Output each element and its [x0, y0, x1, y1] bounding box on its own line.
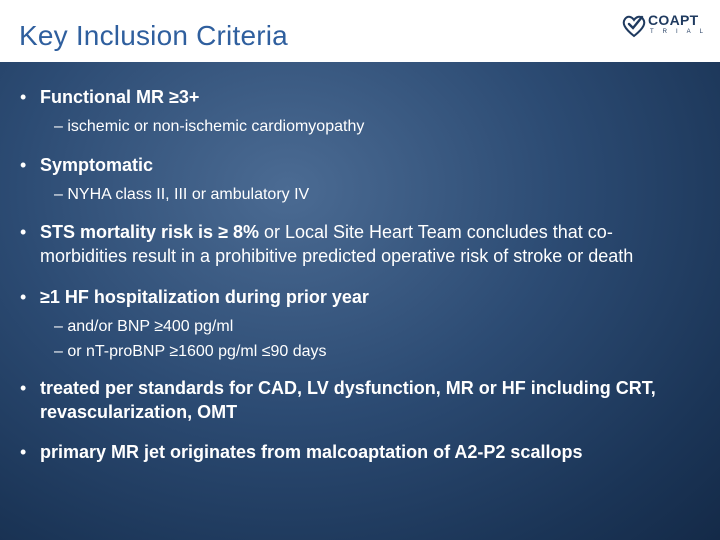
logo-subtitle: TRIAL: [650, 29, 713, 35]
criterion-sub-item: – ischemic or non-ischemic cardiomyopathy: [54, 118, 365, 135]
criterion-symptomatic: [18, 154, 698, 176]
criterion-sub-item: – and/or BNP ≥400 pg/ml: [54, 318, 234, 335]
bullet-dot: •: [20, 442, 27, 462]
criterion-functional-mr: [18, 86, 698, 108]
criterion-sub-item: – or nT-proBNP ≥1600 pg/ml ≤90 days: [54, 343, 327, 360]
criterion-primary-mr-jet: [18, 440, 698, 464]
criterion-bold-text: STS mortality risk is ≥ 8%: [40, 222, 259, 242]
criterion-bold-text: Functional MR ≥3+: [40, 87, 200, 107]
bullet-dot: •: [20, 287, 27, 307]
bullet-dot: •: [20, 87, 27, 107]
criterion-bold-text: Symptomatic: [40, 155, 154, 175]
slide-title: Key Inclusion Criteria: [19, 20, 288, 51]
logo-name: COAPT: [648, 12, 699, 28]
criterion-bold-text: primary MR jet originates from malcoaptation of A2-P2 scallops: [40, 442, 583, 462]
heart-check-icon: [620, 12, 648, 40]
criterion-sub-item: – NYHA class II, III or ambulatory IV: [54, 186, 310, 203]
criterion-sts-risk: [18, 220, 698, 268]
criterion-bold-text: ≥1 HF hospitalization during prior year: [40, 287, 369, 307]
criteria-list: [18, 82, 698, 464]
bullet-dot: •: [20, 222, 27, 242]
criterion-treated-standards: [18, 376, 698, 424]
coapt-logo: [620, 10, 713, 42]
bullet-dot: •: [20, 378, 27, 398]
bullet-dot: •: [20, 155, 27, 175]
criterion-bold-text: treated per standards for CAD, LV dysfunction, MR or HF including CRT, revascularization, OMT: [40, 378, 656, 422]
criterion-regular-text: or Local Site Heart Team concludes that co-morbidities result in a prohibitive predicted operative risk of stroke or death: [40, 222, 634, 266]
slide-header: [0, 0, 720, 62]
criterion-hf-hospitalization: [18, 286, 698, 308]
